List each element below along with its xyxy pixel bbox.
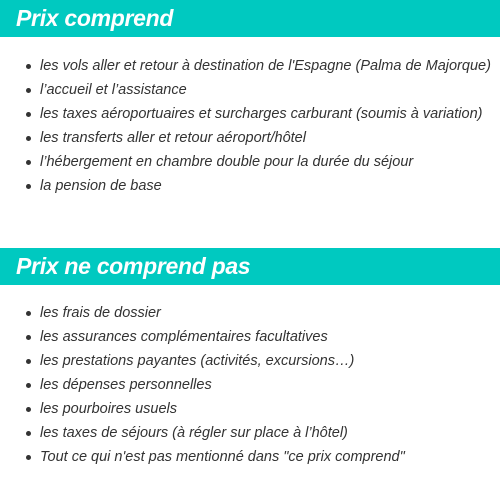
list-item-text: l’hébergement en chambre double pour la durée du séjour bbox=[40, 154, 414, 170]
list-item-text: les prestations payantes (activités, excursions…) bbox=[40, 353, 355, 369]
bullet-icon bbox=[26, 160, 31, 165]
price-includes-header bbox=[0, 0, 500, 37]
list-item-text: les taxes de séjours (à régler sur place à l’hôtel) bbox=[40, 425, 348, 441]
price-includes-section bbox=[0, 0, 500, 198]
list-item bbox=[0, 126, 500, 150]
bullet-icon bbox=[26, 383, 31, 388]
bullet-icon bbox=[26, 112, 31, 117]
list-item bbox=[0, 325, 500, 349]
list-item-text: la pension de base bbox=[40, 178, 162, 194]
bullet-icon bbox=[26, 88, 31, 93]
list-item bbox=[0, 421, 500, 445]
bullet-icon bbox=[26, 359, 31, 364]
list-item-text: les assurances complémentaires facultatives bbox=[40, 329, 328, 345]
list-item bbox=[0, 373, 500, 397]
price-includes-list bbox=[0, 37, 500, 198]
list-item bbox=[0, 150, 500, 174]
list-item bbox=[0, 445, 500, 469]
list-item bbox=[0, 397, 500, 421]
list-item bbox=[0, 301, 500, 325]
list-item bbox=[0, 102, 500, 126]
list-item-text: Tout ce qui n'est pas mentionné dans "ce prix comprend" bbox=[40, 449, 405, 465]
bullet-icon bbox=[26, 311, 31, 316]
bullet-icon bbox=[26, 455, 31, 460]
bullet-icon bbox=[26, 431, 31, 436]
price-excludes-header bbox=[0, 248, 500, 285]
list-item bbox=[0, 78, 500, 102]
list-item-text: l’accueil et l’assistance bbox=[40, 82, 187, 98]
price-excludes-title: Prix ne comprend pas bbox=[16, 253, 251, 279]
list-item-text: les vols aller et retour à destination de l'Espagne (Palma de Majorque) bbox=[40, 58, 491, 74]
list-item bbox=[0, 54, 500, 78]
list-item-text: les pourboires usuels bbox=[40, 401, 178, 417]
price-excludes-section bbox=[0, 248, 500, 469]
list-item bbox=[0, 174, 500, 198]
price-includes-title: Prix comprend bbox=[16, 5, 174, 31]
list-item-text: les transferts aller et retour aéroport/hôtel bbox=[40, 130, 306, 146]
list-item bbox=[0, 349, 500, 373]
list-item-text: les frais de dossier bbox=[40, 305, 161, 321]
bullet-icon bbox=[26, 407, 31, 412]
list-item-text: les taxes aéroportuaires et surcharges carburant (soumis à variation) bbox=[40, 106, 483, 122]
bullet-icon bbox=[26, 136, 31, 141]
list-item-text: les dépenses personnelles bbox=[40, 377, 212, 393]
price-excludes-list bbox=[0, 285, 500, 469]
bullet-icon bbox=[26, 184, 31, 189]
bullet-icon bbox=[26, 335, 31, 340]
bullet-icon bbox=[26, 64, 31, 69]
